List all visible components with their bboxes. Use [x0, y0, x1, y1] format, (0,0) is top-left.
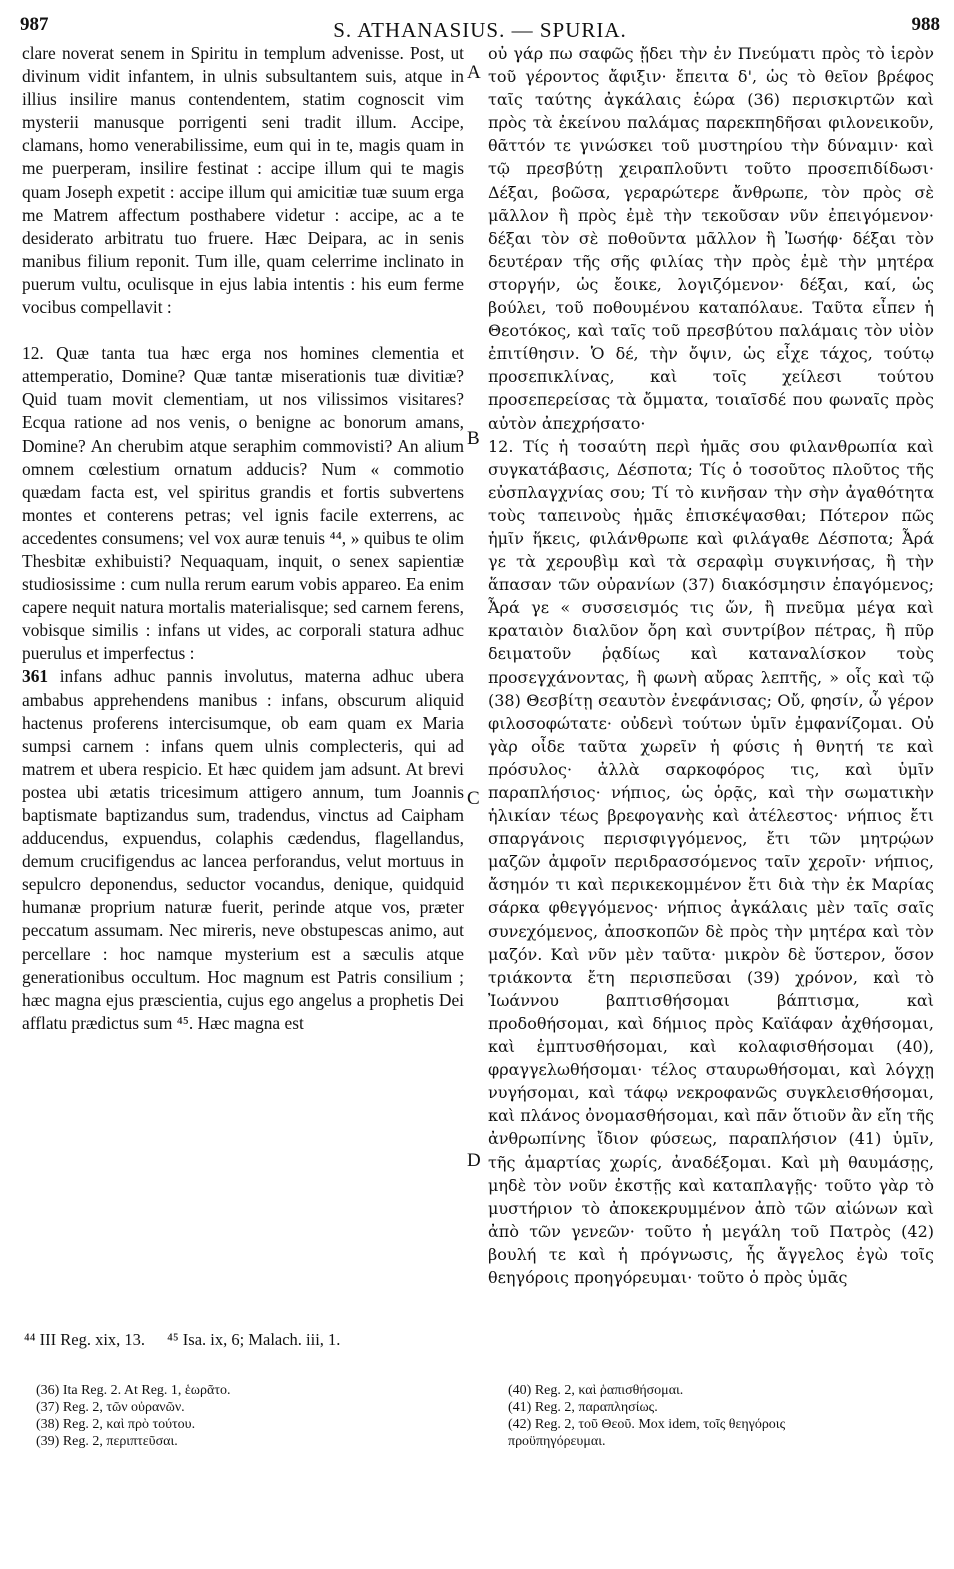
footnote-38: (38) Reg. 2, καὶ πρὸ τούτου.	[36, 1417, 196, 1432]
margin-marker-a: A	[467, 62, 481, 83]
footnote-39: (39) Reg. 2, περιπτεῦσαι.	[36, 1434, 178, 1449]
latin-column	[22, 42, 464, 1035]
scripture-ref-45: ⁴⁵ Isa. ix, 6; Malach. iii, 1.	[167, 1330, 341, 1349]
greek-paragraph-1: οὐ γάρ πω σαφῶς ᾔδει τὴν ἐν Πνεύματι πρὸς τὸ ἱερὸν τοῦ γέροντος ἄφιξιν· ἔπειτα δ', ὡς τὸ θεῖον βρέφος ταῖς ταύτης ἀγκάλαις ἑώρα (36) περισκιρτῶν καὶ πρὸς τὰ ἐκείνου παλάμας παρεκπηδῆσαι φιλονεικοῦν, θᾶττόν τε γινώσκει τοῦ μυστηρίου τὴν δύναμιν· καὶ τῷ πρεσβύτῃ χειραπλοῦντι τοῦτο προσεπιδίδωσι· Δέξαι, βοῶσα, γεραρώτερε ἄνθρωπε, τὸν πρὸς σὲ μᾶλλον ἢ πρὸς ἐμὲ τὴν τεκοῦσαν νῦν ἐπειγόμενον· δέξαι τὸν σὲ ποθοῦντα μᾶλλον ἢ Ἰωσήφ· δέξαι τὸν δευτέραν τῆς σῆς φιλίας τὴν πρὸς ἐμὲ τὴν μητέρα στοργήν, ὡς ἔοικε, λογιζόμενον· δέξαι, καί, ὡς βούλει, τοῦ ποθουμένου καταπόλαυε. Ταῦτα εἶπεν ἡ Θεοτόκος, καὶ ταῖς τοῦ πρεσβύτου παλάμαις τὸν υἱὸν ἐπιτίθησιν. Ὁ δέ, τὴν ὄψιν, ὡς εἶχε τάχος, τούτῳ προσεπικλίνας, καὶ τοῖς χείλεσι τούτου προσεπερείσας τὰ ὄμματα, τοιαῖσδέ που φωναῖς πρὸς αὐτὸν ἀπεχρήσατο·	[488, 44, 934, 433]
latin-paragraph-1: clare noverat senem in Spiritu in templum advenisse. Post, ut divinum vidit infantem, in ulnis subsultantem suis, atque in illius insilire manus contendentem, statim cognoscit vim mysterii manusque porrigenti seni tradit illum. Accipe, clamans, homo venerabilissime, eum qui in te, magis quam in me puerperam, insilire festinat : accipe illum qui te magis quam Joseph expetit : accipe illum qui amicitiæ tuæ suum erga me Matrem affectum posthabere videtur : accipe, ac a te desiderato arbitratu tuo fruere. Hæc Deipara, ac in senis manibus filium reponit. Tum ille, quam celerrime inclinato in puerum vultu, oculisque in ejus labia intentis : his eum ferme vocibus compellavit :	[22, 43, 464, 318]
page-number-right: 988	[911, 14, 940, 35]
page-number-left: 987	[20, 14, 49, 35]
footnote-42-continued: προϋπηγόρευμαι.	[508, 1434, 606, 1449]
running-title: S. ATHANASIUS. — SPURIA.	[333, 18, 627, 42]
footnotes-left	[36, 1382, 456, 1450]
footnote-37: (37) Reg. 2, τῶν οὐρανῶν.	[36, 1400, 185, 1415]
section-mark: 361	[22, 666, 49, 687]
latin-paragraph-3-text: infans adhuc pannis involutus, materna adhuc ubera ambabus apprehendens manibus : infans, obscurum aliquid hactenus proferens intercisumque, ob eam quam ex Maria sumpsi carnem : infans quem ulnis complecteris, qui ad matrem et ubera respicio. Et hæc quidem jam adsunt. At brevi postea ubi ætatis tricesimum attigero annum, tum Joannis baptismate baptizandus sum, tradendus, vinctus ad Caipham adducendus, expuendus, colaphis cædendus, flagellandus, demum crucifigendus ac lancea perforandus, velut mortuus in sepulcro deponendus, seductor vocandus, denique, quidquid humanæ proprium naturæ fuerit, perinde atque vos, præter peccatum assumam. Nec mireris, neve obstupescas animo, aut percellare : hoc namque mysterium est a sæculis atque generationibus occultum. Hoc magnum est Patris consilium ; hæc magna ejus præscientia, cujus ego angelus a prophetis Dei afflatu prædictus sum ⁴⁵. Hæc magna est	[22, 666, 464, 1033]
footnote-36: (36) Ita Reg. 2. At Reg. 1, ἑωρᾶτο.	[36, 1383, 231, 1398]
footnote-42: (42) Reg. 2, τοῦ Θεοῦ. Mox idem, τοῖς θεηγόροις	[508, 1417, 786, 1432]
footnote-40: (40) Reg. 2, καὶ ῥαπισθήσομαι.	[508, 1383, 684, 1398]
latin-paragraph-3	[22, 665, 464, 1035]
greek-column	[488, 42, 934, 1289]
latin-paragraph-2: 12. Quæ tanta tua hæc erga nos homines clementia et attemperatio, Domine? Quæ tantæ miserationis tuæ divitiæ? Quid tuam movit clementiam, ut nos vilissimos visitares? Ecqua ratione ad nos venis, o benigne ac bonorum amans, Domine? An cherubim atque seraphim commovisti? An alium omnem cœlestium ornatum adducis? Num « commotio quædam facta est, vel spiritus grandis et fortis subvertens montes et conterens petras; vel ignis facile exterrens, ac accedentes consumens; vel vox auræ tenuis ⁴⁴, » quibus te olim Thesbitæ exhibuisti? Nequaquam, inquit, o senex sapientiæ studiosissime : cum nulla rerum earum vobis appareo. Ea enim capere nequit natura mortalis materialisque; sed carnem ferens, vobisque similis : infans ut vides, ac corporali statura adhuc puerulus et imperfectus :	[22, 343, 464, 664]
footnotes-right	[508, 1382, 938, 1450]
margin-marker-b: B	[467, 428, 480, 449]
scripture-ref-44: ⁴⁴ III Reg. xix, 13.	[24, 1330, 146, 1349]
margin-marker-c: C	[467, 788, 480, 809]
page-header	[20, 14, 940, 44]
margin-marker-d: D	[467, 1150, 481, 1171]
greek-paragraph-2: 12. Τίς ἡ τοσαύτη περὶ ἡμᾶς σου φιλανθρωπία καὶ συγκατάβασις, Δέσποτα; Τίς ὁ τοσοῦτος πλοῦτος τῆς εὐσπλαγχνίας σου; Τί τὸ κινῆσαν τὴν σὴν ἀγαθότητα τοὺς ταπεινοὺς ἡμᾶς ἐπισκέψασθαι; Πότερον πῶς ἡμῖν ἥκεις, φιλάνθρωπε καὶ φιλάγαθε Δέσποτα; Ἆρά γε τὰ χερουβὶμ καὶ τὰ σεραφὶμ συγκινήσας, ἢ τὴν ἅπασαν τῶν οὐρανίων (37) διακόσμησιν ἐπαγόμενος; Ἆρά γε « συσσεισμός τις ὤν, ἢ πνεῦμα μέγα καὶ κραταιὸν διαλῦον ὄρη καὶ συντρίβον πέτρας, ἢ πῦρ δειματοῦν ῥᾳδίως καὶ καταναλίσκον τοὺς προσεγχάνοντας, ἢ φωνὴ αὔρας λεπτῆς, » οἷς καὶ τῷ (38) Θεσβίτῃ σεαυτὸν ἐνεφάνισας; Οὔ, φησίν, ὦ γέρον φιλοσοφώτατε· οὐδενὶ τούτων ὑμῖν ἐμφανίζομαι. Οὐ γὰρ οἶδε ταῦτα χωρεῖν ἡ φύσις ἡ θνητή τε καὶ πρόσυλος· ἀλλὰ σαρκοφόρος τις, καὶ ὑμῖν παραπλήσιος· νήπιος, ὡς ὁρᾷς, καὶ τὴν σωματικὴν ἡλικίαν τέως βρεφογανὴς καὶ ἀτέλεστος· νήπιος ἔτι σπαργάνοις περισφιγγόμενος, ἔτι τῶν μητρῴων μαζῶν ἀμφοῖν περιδρασσόμενος ταῖν χεροῖν· νήπιος, ἄσημόν τι καὶ περικεκομμένον ἔτι διὰ τὴν ἐκ Μαρίας σάρκα φθεγγόμενος· νήπιος ἀγκάλαις μὲν ταῖς σαῖς συνεχόμενος, ἀποσκοπῶν δὲ πρὸς τὴν μητέρα καὶ τὸν μαζόν. Καὶ νῦν μὲν ταῦτα· μικρὸν δὲ ὕστερον, ὅσον τριάκοντα ἔτη περισπεῦσαι (39) χρόνον, καὶ τὸ Ἰωάννου βαπτισθήσομαι βάπτισμα, καὶ προδοθήσομαι, καὶ δήμιος πρὸς Καϊάφαν ἀχθήσομαι, καὶ ἐμπτυσθήσομαι, καὶ κολαφισθήσομαι (40), φραγγελωθήσομαι· τέλος σταυρωθήσομαι, καὶ λόγχῃ νυγήσομαι, καὶ τάφῳ νεκροφανῶς συγκλεισθήσομαι, καὶ πλάνος ὀνομασθήσομαι, καὶ πᾶν ὅτιοῦν ἂν εἴη τῆς ἀνθρωπίνης ἴδιον φύσεως, παραπλήσιον (41) ὑμῖν, τῆς ἁμαρτίας χωρίς, ἀναδέξομαι. Καὶ μὴ θαυμάσῃς, μηδὲ τὸν νοῦν ἐκστῇς καὶ καταπλαγῇς· τοῦτο γὰρ τὸ μυστήριον τὸ ἀποκεκρυμμένον ἀπὸ τῶν αἰώνων καὶ ἀπὸ τῶν γενεῶν· τοῦτο ἡ μεγάλη τοῦ Πατρὸς (42) βουλή τε καὶ ἡ πρόγνωσις, ἧς ἄγγελος ἐγὼ τοῖς θεηγόροις προηγόρευμαι· τοῦτο ὁ πρὸς ὑμᾶς	[488, 436, 934, 1287]
footnote-41: (41) Reg. 2, παραπλησίως.	[508, 1400, 658, 1415]
scripture-references	[24, 1330, 358, 1350]
